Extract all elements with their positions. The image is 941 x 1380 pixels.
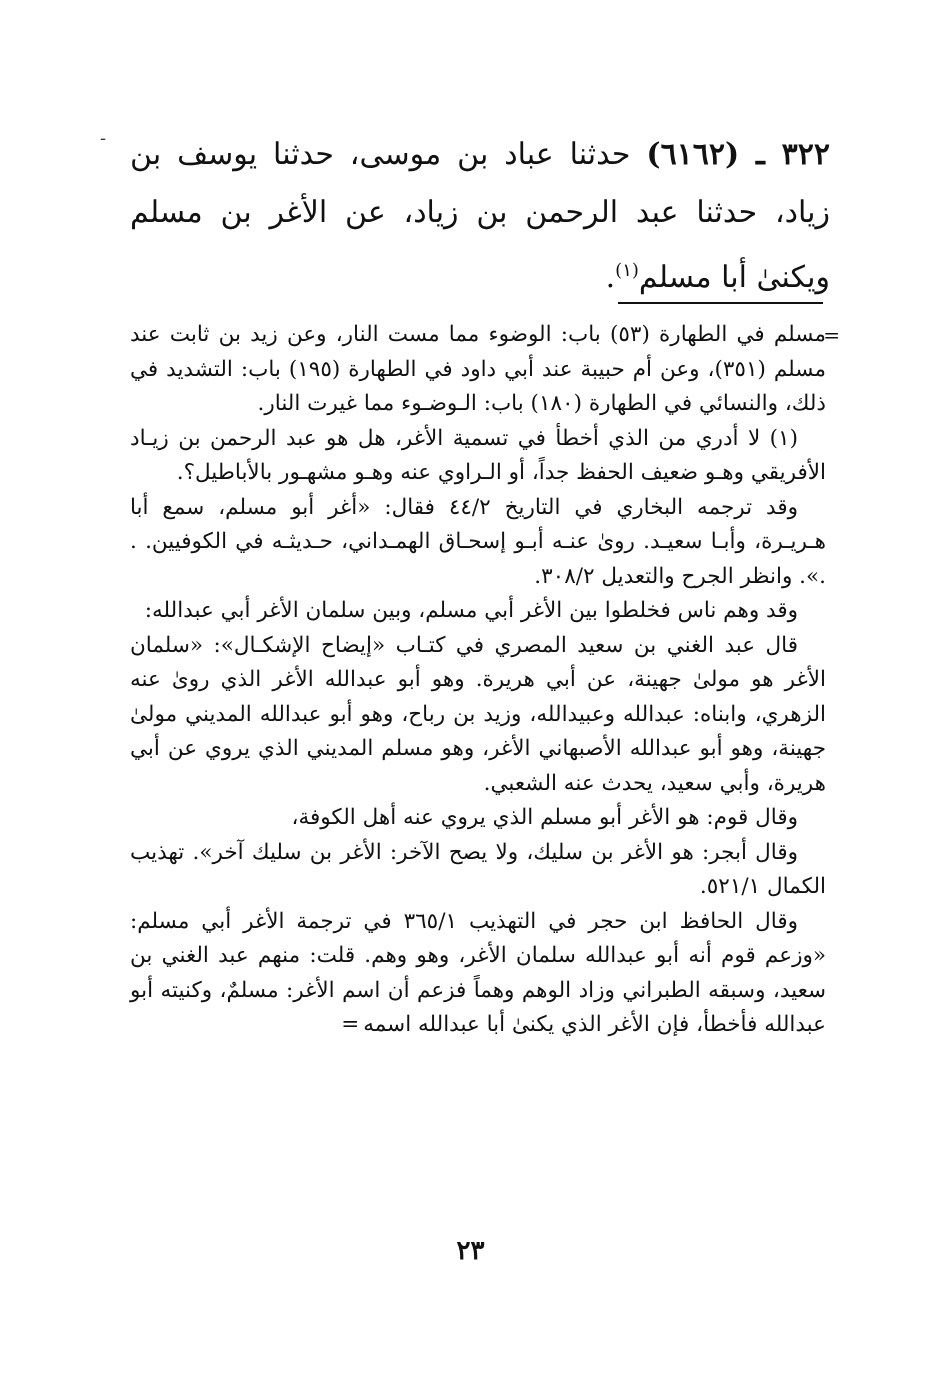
hadith-line-1: حدثنا عباد بن موسى، حدثنا يوسف بن <box>130 137 631 172</box>
footnote-reference: (١) <box>615 260 639 281</box>
footnotes <box>130 318 840 1043</box>
hadith-line-3: أبا مسلم <box>638 260 747 295</box>
hadith-text <box>130 126 830 307</box>
footnote-paragraph-5: قال عبد الغني بن سعيد المصري في كتـاب «إيضاح الإشكـال»: «سلمان الأغر هو مولىٰ جهينة، عن أبي هريرة. وهو أبو عبدالله الأغر الذي روىٰ عنه الزهري، وابناه: عبدالله وعبيدالله، وزيد بن رباح، وهو أبو عبدالله المديني مولىٰ جهينة، وهو أبو عبدالله الأصبهاني الأغر، وهو مسلم المديني الذي يروي عن أبي هريرة، وأبي سعيد، يحدث عنه الشعبي. <box>130 632 826 796</box>
footnote-paragraph-8-text: وقال الحافظ ابن حجر في التهذيب ٣٦٥/١ في ترجمة الأغر أبي مسلم: «وزعم قوم أنه أبو عبدالله سلمان الأغر، وهو وهم. قلت: منهم عبد الغني بن سعيد، وسبقه الطبراني وزاد الوهم وهماً فزعم أن اسم الأغر: مسلمٌ، وكنيته أبو عبدالله فأخطأ، فإن الأغر الذي يكنىٰ أبا عبدالله اسمه <box>130 908 826 1037</box>
footnote-paragraph-3: وقد ترجمه البخاري في التاريخ ٤٤/٢ فقال: «أغر أبو مسلم، سمع أبا هـريـرة، وأبـا سعيـد. روىٰ عنـه أبـو إسحـاق الهمـداني، حـديثـه في الكوفيين. . .». وانظر الجرح والتعديل ٣٠٨/٢. <box>130 494 826 589</box>
end-mark: = <box>341 1012 360 1037</box>
continuation-mark: = <box>823 323 840 347</box>
footnote-separator <box>618 302 823 304</box>
stray-mark: - <box>100 128 107 149</box>
hadith-number: ٣٢٢ ـ (٦١٦٢) <box>646 137 830 172</box>
footnote-paragraph-7: وقال أبجر: هو الأغر بن سليك، ولا يصح الآخر: الأغر بن سليك آخر». تهذيب الكمال ٥٢١/١. <box>130 839 826 899</box>
footnote-paragraph-1: مسلم في الطهارة (٥٣) باب: الوضوء مما مست النار، وعن زيد بن ثابت عند مسلم (٣٥١)، وعن أم حبيبة عند أبي داود في الطهارة (١٩٥) باب: التشديد في ذلك، والنسائي في الطهارة (١٨٠) باب: الـوضـوء مما غيرت النار. <box>130 322 826 416</box>
hadith-end: . <box>605 260 616 295</box>
hadith-line-2: زياد، حدثنا عبد الرحمن بن زياد، عن الأغر بن مسلم ويكنىٰ <box>130 195 830 295</box>
footnote-paragraph-6: وقال قوم: هو الأغر أبو مسلم الذي يروي عنه أهل الكوفة، <box>291 805 798 830</box>
page-number: ٢٣ <box>456 1236 485 1266</box>
footnote-paragraph-2: (١) لا أدري من الذي أخطأ في تسمية الأغر، هل هو عبد الرحمن بن زيـاد الأفريقي وهـو ضعيف الحفظ جداً، أو الـراوي عنه وهـو مشهـور بالأباطيل؟. <box>130 425 826 485</box>
footnote-paragraph-8 <box>130 905 826 1043</box>
footnote-paragraph-4: وقد وهم ناس فخلطوا بين الأغر أبي مسلم، وبين سلمان الأغر أبي عبدالله: <box>144 598 798 623</box>
